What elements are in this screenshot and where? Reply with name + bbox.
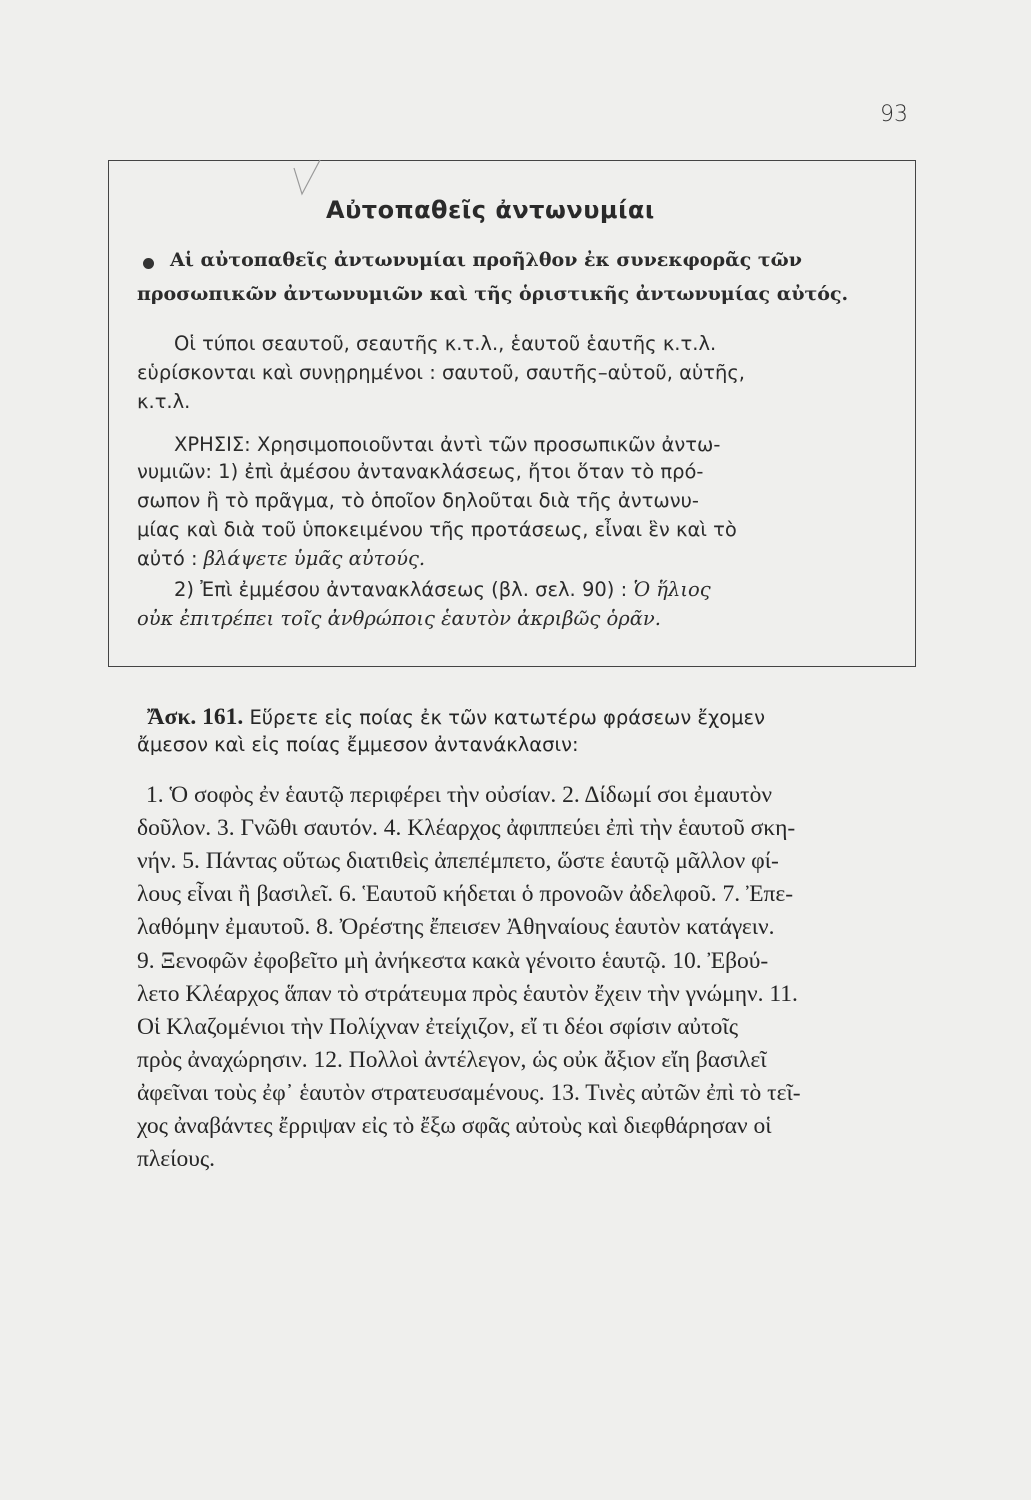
exercise-line: λους εἶναι ἢ βασιλεῖ. 6. Ἑαυτοῦ κήδεται ὁ προνοῶν ἀδελφοῦ. 7. Ἐπε- bbox=[137, 881, 794, 907]
exercise-line: 9. Ξενοφῶν ἐφοβεῖτο μὴ ἀνήκεστα κακὰ γένοιτο ἑαυτῷ. 10. Ἐβού- bbox=[137, 948, 769, 974]
usage-line-6-plain: 2) Ἐπὶ ἐμμέσου ἀντανακλάσεως (βλ. σελ. 90) : bbox=[174, 578, 634, 601]
exercise-line: νήν. 5. Πάντας οὕτως διατιθεὶς ἀπεπέμπετο, ὥστε ἑαυτῷ μᾶλλον φί- bbox=[137, 848, 779, 874]
usage-line-4: μίας καὶ διὰ τοῦ ὑποκειμένου τῆς προτάσεως, εἶναι ἓν καὶ τὸ bbox=[137, 518, 737, 541]
exercise-label: Ἄσκ. 161. bbox=[147, 704, 244, 730]
usage-line-2: νυμιῶν: 1) ἐπὶ ἀμέσου ἀντανακλάσεως, ἤτοι ὅταν τὸ πρό- bbox=[137, 460, 704, 483]
page-number: 93 bbox=[880, 102, 908, 127]
exercise-line: πλείους. bbox=[137, 1146, 216, 1172]
intro-line-2: προσωπικῶν ἀντωνυμιῶν καὶ τῆς ὁριστικῆς ἀντωνυμίας αὐτός. bbox=[137, 283, 849, 305]
usage-line-3: σωπον ἢ τὸ πρᾶγμα, τὸ ὁποῖον δηλοῦται διὰ τῆς ἀντωνυ- bbox=[137, 489, 699, 512]
usage-line-6 bbox=[174, 578, 711, 601]
types-line-2: εὑρίσκονται καὶ συνῃρημένοι : σαυτοῦ, σαυτῆς–αὑτοῦ, αὑτῆς, bbox=[137, 361, 745, 384]
exercise-heading bbox=[147, 704, 765, 731]
intro-line-1: Αἱ αὐτοπαθεῖς ἀντωνυμίαι προῆλθον ἐκ συνεκφορᾶς τῶν bbox=[170, 249, 802, 271]
exercise-line: λετο Κλέαρχος ἅπαν τὸ στράτευμα πρὸς ἑαυτὸν ἔχειν τὴν γνώμην. 11. bbox=[137, 981, 798, 1007]
box-bottom-rule bbox=[108, 666, 916, 667]
usage-line-5-plain: αὐτό : bbox=[137, 547, 204, 570]
exercise-line: χος ἀναβάντες ἔρριψαν εἰς τὸ ἔξω σφᾶς αὐτοὺς καὶ διεφθάρησαν οἱ bbox=[137, 1113, 772, 1139]
exercise-line: ἀφεῖναι τοὺς ἐφ᾽ ἑαυτὸν στρατευσαμένους. 13. Τινὲς αὐτῶν ἐπὶ τὸ τεῖ- bbox=[137, 1080, 801, 1106]
exercise-line: λαθόμην ἐμαυτοῦ. 8. Ὀρέστης ἔπεισεν Ἀθηναίους ἑαυτὸν κατάγειν. bbox=[137, 914, 775, 940]
usage-example-2-end: οὐκ ἐπιτρέπει τοῖς ἀνθρώποις ἑαυτὸν ἀκριβῶς ὁρᾶν. bbox=[137, 607, 661, 630]
bullet-icon bbox=[143, 258, 154, 269]
section-title: Αὐτοπαθεῖς ἀντωνυμίαι bbox=[326, 196, 655, 224]
pencil-checkmark-icon bbox=[292, 158, 322, 198]
types-line-3: κ.τ.λ. bbox=[137, 390, 191, 413]
exercise-line: Οἱ Κλαζομένιοι τὴν Πολίχναν ἐτείχιζον, εἴ τι δέοι σφίσιν αὐτοῖς bbox=[137, 1014, 739, 1040]
exercise-instruction-2: ἄμεσον καὶ εἰς ποίας ἔμμεσον ἀντανάκλασιν: bbox=[137, 733, 579, 756]
exercise-line: δοῦλον. 3. Γνῶθι σαυτόν. 4. Κλέαρχος ἀφιππεύει ἐπὶ τὴν ἑαυτοῦ σκη- bbox=[137, 815, 796, 841]
usage-line-5 bbox=[137, 547, 425, 570]
usage-example-2-start: Ὁ ἥλιος bbox=[633, 578, 711, 601]
usage-example-1: βλάψετε ὑμᾶς αὐτούς. bbox=[203, 547, 426, 570]
types-line-1: Οἱ τύποι σεαυτοῦ, σεαυτῆς κ.τ.λ., ἑαυτοῦ ἑαυτῆς κ.τ.λ. bbox=[174, 332, 717, 355]
exercise-line: 1. Ὁ σοφὸς ἐν ἑαυτῷ περιφέρει τὴν οὐσίαν. 2. Δίδωμί σοι ἐμαυτὸν bbox=[146, 782, 772, 808]
usage-line-1: ΧΡΗΣΙΣ: Χρησιμοποιοῦνται ἀντὶ τῶν προσωπικῶν ἀντω- bbox=[174, 433, 721, 456]
exercise-line: πρὸς ἀναχώρησιν. 12. Πολλοὶ ἀντέλεγον, ὡς οὐκ ἄξιον εἴη βασιλεῖ bbox=[137, 1047, 767, 1073]
exercise-instruction-1: Εὕρετε εἰς ποίας ἐκ τῶν κατωτέρω φράσεων ἔχομεν bbox=[243, 706, 765, 729]
